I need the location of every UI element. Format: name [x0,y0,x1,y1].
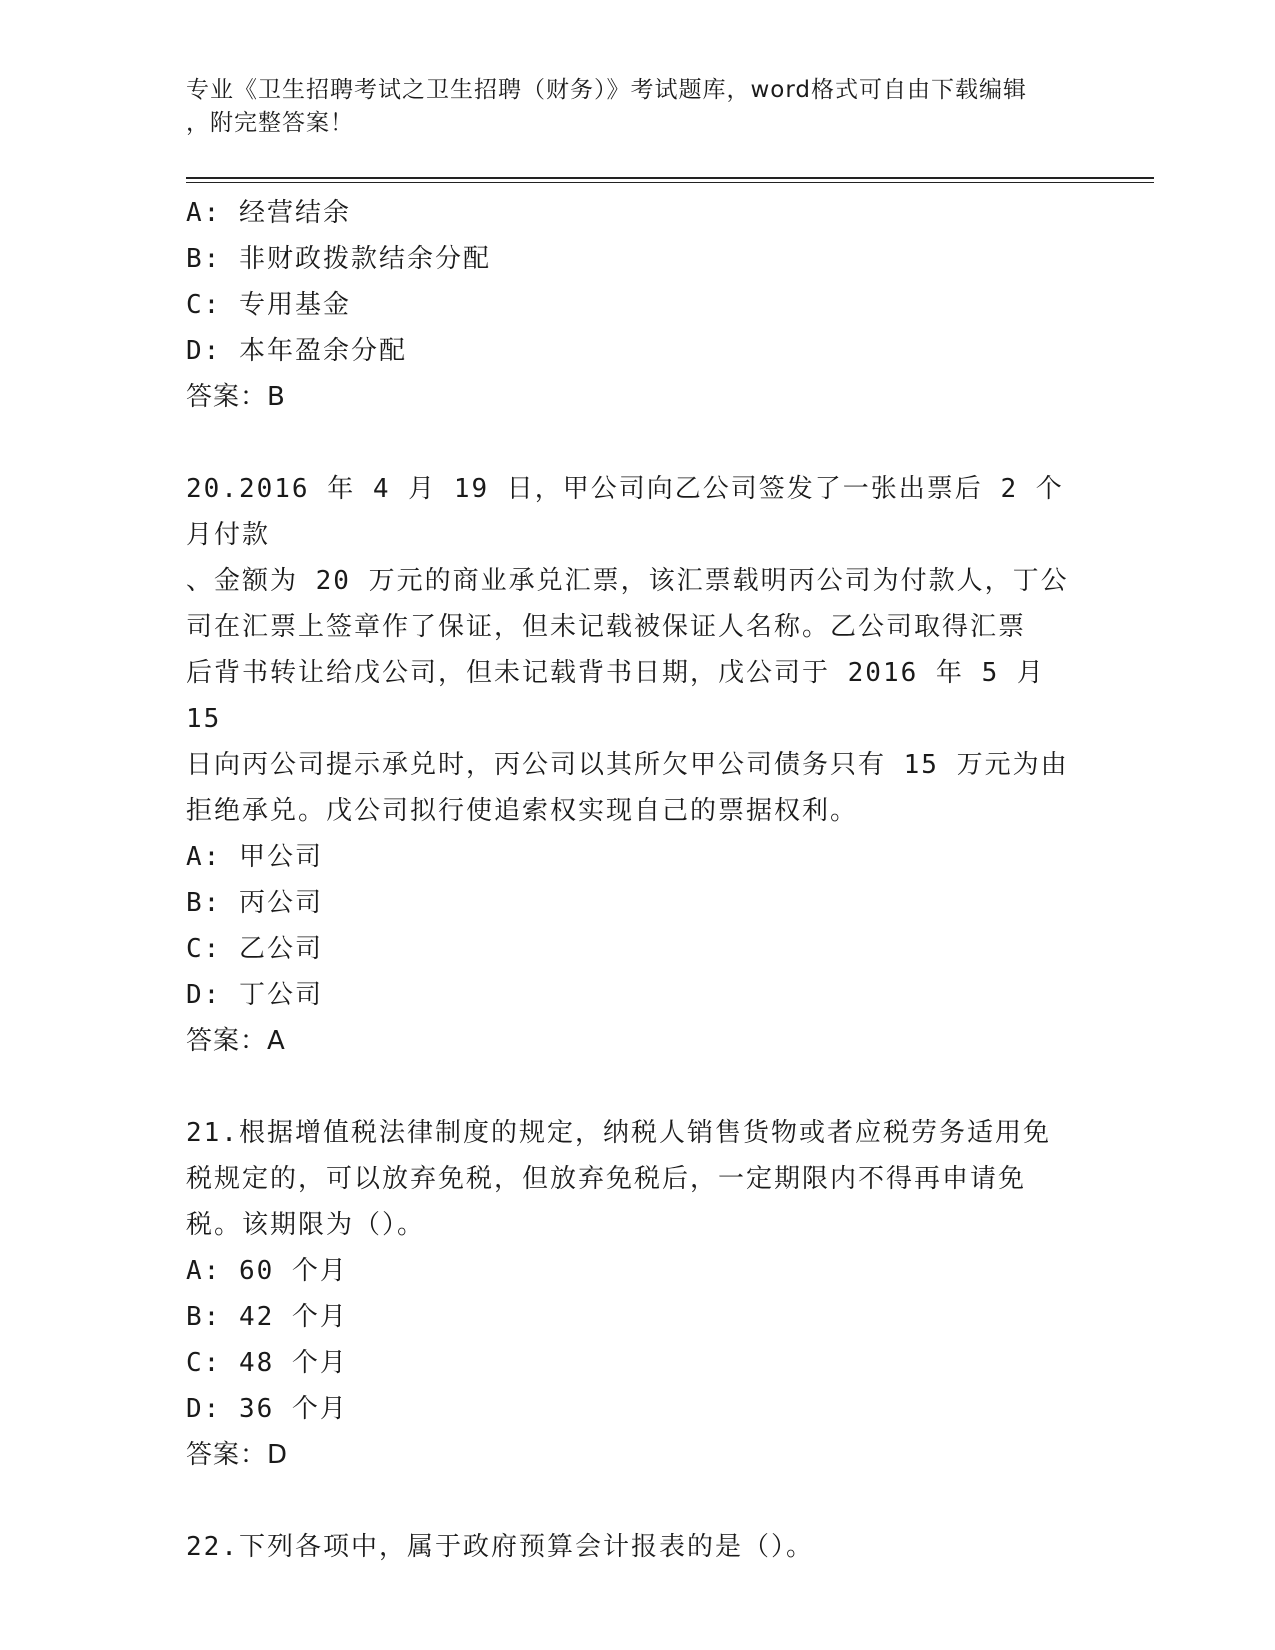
header-line-2: ，附完整答案！ [186,110,354,136]
spacer [186,1064,1086,1110]
answer: 答案：A [186,1026,286,1056]
answer: 答案：B [186,382,286,412]
question-line: 拒绝承兑。戊公司拟行使追索权实现自己的票据权利。 [186,796,859,826]
document-header [186,74,1066,140]
question-text [186,466,1086,834]
question-line: 后背书转让给戊公司，但未记载背书日期，戊公司于 2016 年 5 月 15 [186,658,1045,734]
option-b: B: 42 个月 [186,1302,348,1332]
option-c: C: 48 个月 [186,1348,348,1378]
option-d: D: 36 个月 [186,1394,348,1424]
spacer [186,1478,1086,1524]
question-text [186,1110,1086,1248]
answer: 答案：D [186,1440,289,1470]
question-line: 、金额为 20 万元的商业承兑汇票，该汇票载明丙公司为付款人，丁公 [186,566,1069,596]
option-b: B: 非财政拨款结余分配 [186,244,491,274]
question-list [186,190,1086,1570]
question-22 [186,1524,1086,1570]
question-line: 司在汇票上签章作了保证，但未记载被保证人名称。乙公司取得汇票 [186,612,1027,642]
option-d: D: 本年盈余分配 [186,336,407,366]
header-divider-thin [186,182,1154,183]
question-text [186,1524,1086,1570]
spacer [186,420,1086,466]
option-a: A: 60 个月 [186,1256,348,1286]
option-a: A: 甲公司 [186,842,323,872]
option-c: C: 专用基金 [186,290,351,320]
question-line: 日向丙公司提示承兑时，丙公司以其所欠甲公司债务只有 15 万元为由 [186,750,1069,780]
question-line: 22.下列各项中，属于政府预算会计报表的是（）。 [186,1532,814,1562]
question-line: 21.根据增值税法律制度的规定，纳税人销售货物或者应税劳务适用免 [186,1118,1051,1148]
header-line-1: 专业《卫生招聘考试之卫生招聘（财务）》考试题库，word格式可自由下载编辑 [186,77,1028,103]
option-d: D: 丁公司 [186,980,323,1010]
header-divider-thick [186,177,1154,179]
option-b: B: 丙公司 [186,888,323,918]
question-line: 税规定的，可以放弃免税，但放弃免税后，一定期限内不得再申请免 [186,1164,1027,1194]
question-20 [186,466,1086,1064]
question-line: 税。该期限为（）。 [186,1210,426,1240]
question-21 [186,1110,1086,1478]
question-line: 20.2016 年 4 月 19 日，甲公司向乙公司签发了一张出票后 2 个月付款 [186,474,1064,550]
option-a: A: 经营结余 [186,198,351,228]
option-c: C: 乙公司 [186,934,323,964]
question-19 [186,190,1086,420]
